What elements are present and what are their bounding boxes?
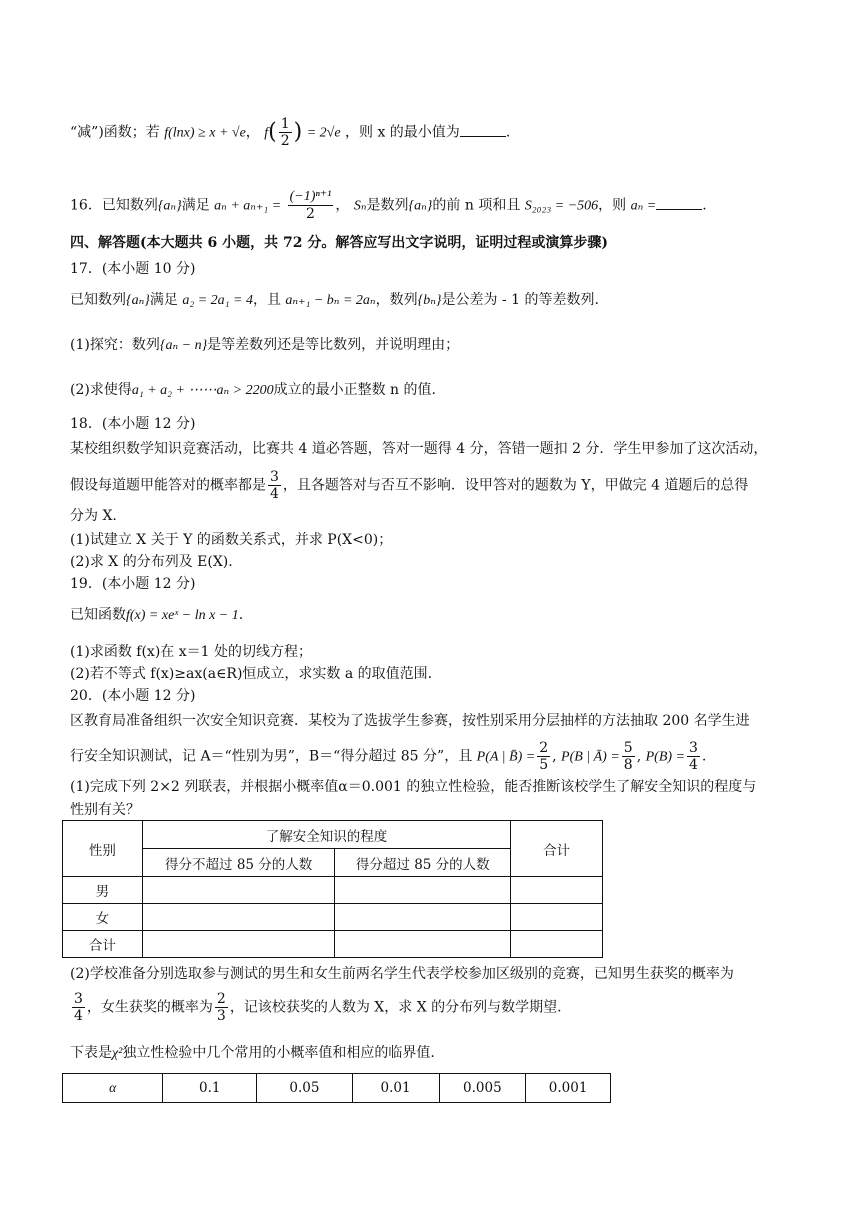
q20-pc-lhs: P(B) = (645, 749, 685, 765)
alpha-header: α (63, 1074, 163, 1103)
q16-end: . (702, 197, 707, 214)
alpha-value: 0.1 (163, 1074, 257, 1103)
q17-stem-e: 是公差为 - 1 的等差数列. (441, 292, 599, 308)
q15-sep: ， (245, 124, 260, 141)
q15-tail-line: “减”)函数；若 f(lnx) ≥ x + √e， f( $\frac{1}{2}$ ) = 2√e ，则 x 的最小值为 . (70, 116, 511, 149)
table-cell[interactable] (335, 877, 511, 904)
q16-frac (288, 190, 334, 221)
q20-p2-mid: ，女生获奖的概率为 (86, 999, 213, 1016)
q16-an: aₙ = (630, 198, 657, 214)
q16-seq: {aₙ} (157, 198, 182, 214)
q20-chi-intro (70, 1043, 435, 1064)
q16-text2: ， (335, 197, 350, 214)
q17-seq-b: {bₙ} (417, 293, 442, 308)
q18-line1: 某校组织数学知识竞赛活动，比赛共 4 道必答题，答对一题得 4 分，答错一题扣 2 分．学生甲参加了这次活动， (70, 441, 768, 457)
table-row-label: 合计 (63, 931, 143, 958)
q17-rel: aₙ₊₁ − bₙ = 2aₙ (285, 293, 376, 308)
q15-frac (279, 117, 292, 148)
q17-p1-a: (1)探究：数列 (70, 337, 160, 353)
q17-part2 (70, 380, 436, 401)
q20-p2-f2-num: 2 (216, 991, 226, 1007)
q15-frac-num: 1 (280, 116, 290, 132)
q18-line3: 分为 X. (70, 508, 117, 524)
alpha-value: 0.01 (352, 1074, 439, 1103)
alpha-value: 0.005 (439, 1074, 526, 1103)
q17-header: 17．(本小题 10 分) (70, 261, 196, 277)
table-row (63, 877, 603, 904)
q17-p2-expr: a₁ + a₂ + ⋯⋯aₙ > 2200 (131, 383, 274, 398)
table-cell[interactable] (335, 931, 511, 958)
q18-line2-b: ，且各题答对与否互不影响．设甲答对的题数为 Y，甲做完 4 道题后的总得 (282, 477, 749, 494)
q17-stem (70, 290, 599, 311)
q18-frac (268, 470, 281, 501)
table-row (63, 931, 603, 958)
q18-frac-den: 4 (270, 486, 279, 502)
q20-pb-den: 8 (623, 757, 633, 773)
q17-p1-b: 是等差数列还是等比数列，并说明理由； (207, 337, 460, 353)
q16-text3: 是数列 (366, 197, 409, 214)
q18-line2 (70, 470, 748, 501)
q20-pb-frac (622, 741, 635, 772)
q15-suffix: ，则 x 的最小值为 (345, 124, 460, 141)
q20-pb-num: 5 (623, 740, 633, 756)
q17-p1-seq: {aₙ − n} (159, 338, 208, 353)
table-header-level: 了解安全知识的程度 (142, 821, 510, 849)
q19-part1: (1)求函数 f(x)在 x＝1 处的切线方程； (70, 644, 312, 660)
q20-pa-frac (537, 741, 550, 772)
q20-line1: 区教育局准备组织一次安全知识竞赛．某校为了选拔学生参赛，按性别采用分层抽样的方法抽取 200 名学生进 (70, 713, 750, 729)
q18-header: 18．(本小题 12 分) (70, 416, 196, 432)
q20-chi-intro-a: 下表是 (70, 1045, 112, 1061)
q15-prefix: “减”)函数；若 (70, 124, 160, 141)
q20-pb-lhs: P(B | Ā) = (561, 749, 620, 765)
table-header-low: 得分不超过 85 分的人数 (142, 849, 335, 877)
q16-answer-blank[interactable] (656, 195, 702, 210)
q20-line2: 行安全知识测试，记 A＝“性别为男”，B＝“得分超过 85 分”，且 P(A | B̄) = $\frac{2}{5}$ , P(B | Ā) = $\frac{5}{8}$ , P(B) = $\frac{3}{4}$ . (70, 740, 707, 773)
q16-sn: Sₙ (353, 198, 367, 214)
q16-s2023: S₂₀₂₃ = −506 (524, 198, 599, 214)
q20-chi: χ² (112, 1046, 123, 1061)
alpha-value: 0.05 (257, 1074, 352, 1103)
q20-p2-f2-den: 3 (216, 1008, 226, 1024)
table-cell[interactable] (142, 877, 335, 904)
table-header-gender: 性别 (63, 821, 143, 877)
table-row (63, 1074, 611, 1103)
q19-stem-a: 已知函数 (70, 607, 126, 623)
q17-p2-a: (2)求使得 (70, 382, 132, 398)
q19-func: f(x) = xeˣ − ln x − 1 (126, 608, 239, 623)
q20-p1-line1: (1)完成下列 2×2 列联表，并根据小概率值α＝0.001 的独立性检验，能否推断该校学生了解安全知识的程度与 (70, 779, 757, 795)
q20-chi-intro-b: 独立性检验中几个常用的小概率值和相应的临界值. (122, 1045, 435, 1061)
q18-part2: (2)求 X 的分布列及 E(X). (70, 554, 233, 570)
q17-part1 (70, 335, 459, 356)
q17-stem-d: ，数列 (375, 292, 418, 308)
q20-p2-f1-den: 4 (74, 1008, 83, 1024)
q16-line (70, 190, 707, 221)
contingency-table (62, 820, 603, 958)
q16-frac-den: 2 (306, 206, 315, 222)
q16-text4: 的前 n 项和且 (432, 197, 521, 214)
q15-cond2-rhs: = 2√e (306, 125, 341, 141)
table-cell[interactable] (511, 877, 603, 904)
table-cell[interactable] (142, 904, 335, 931)
q20-p2-frac1 (72, 992, 85, 1023)
q20-pc-num: 3 (689, 740, 698, 756)
table-cell[interactable] (511, 931, 603, 958)
q20-p2-end: ，记该校获奖的人数为 X，求 X 的分布列与数学期望. (229, 999, 562, 1016)
q17-seq-a: {aₙ} (126, 293, 150, 308)
q16-text5: ，则 (598, 197, 627, 214)
q17-stem-a: 已知数列 (70, 292, 126, 308)
table-row-label: 女 (63, 904, 143, 931)
q20-pa-num: 2 (539, 740, 549, 756)
q20-p2-line1: (2)学校准备分别选取参与测试的男生和女生前两名学生代表学校参加区级别的竞赛，已知男生获奖的概率为 (70, 966, 734, 982)
q19-stem (70, 605, 243, 626)
q19-header: 19．(本小题 12 分) (70, 576, 196, 592)
q18-frac-num: 3 (270, 469, 279, 485)
q15-cond2-lhs: f (264, 125, 269, 141)
q18-line2-a: 假设每道题甲能答对的概率都是 (70, 477, 266, 494)
table-cell[interactable] (142, 931, 335, 958)
q20-header: 20．(本小题 12 分) (70, 688, 196, 704)
q20-p1-line2: 性别有关？ (70, 802, 140, 818)
q19-part2: (2)若不等式 f(x)≥ax(a∈R)恒成立，求实数 a 的取值范围. (70, 666, 433, 682)
table-row-label: 男 (63, 877, 143, 904)
q20-pc-den: 4 (689, 757, 698, 773)
q15-end: . (505, 124, 511, 141)
alpha-value: 0.001 (526, 1074, 611, 1103)
q16-number: 16．已知数列 (70, 197, 158, 214)
table-row (63, 904, 603, 931)
q20-pc-frac (687, 741, 700, 772)
table-header-total: 合计 (511, 821, 603, 877)
q15-frac-den: 2 (280, 133, 290, 149)
q20-pa-den: 5 (539, 757, 549, 773)
q20-pa-lhs: P(A | B̄) = (476, 749, 536, 765)
q20-p2-line2 (70, 992, 562, 1023)
table-header-high: 得分超过 85 分的人数 (335, 849, 511, 877)
q20-p2-f1-num: 3 (74, 991, 83, 1007)
q20-p2-frac2 (215, 992, 228, 1023)
q16-frac-num: (−1)ⁿ⁺¹ (289, 189, 332, 204)
q16-lhs: aₙ + aₙ₊₁ = (214, 198, 282, 214)
q15-cond1: f(lnx) ≥ x + √e (164, 125, 246, 141)
q16-text1: 满足 (181, 197, 210, 214)
q16-seq2: {aₙ} (408, 198, 433, 214)
table-cell[interactable] (335, 904, 511, 931)
q17-stem-c: ，且 (252, 292, 281, 308)
q17-stem-b: 满足 (149, 292, 178, 308)
q15-answer-blank[interactable] (460, 122, 506, 137)
table-cell[interactable] (511, 904, 603, 931)
q19-stem-b: . (238, 607, 244, 623)
alpha-table (62, 1073, 611, 1103)
q17-cond: a₂ = 2a₁ = 4 (182, 293, 253, 308)
section4-heading: 四、解答题(本大题共 6 小题，共 72 分。解答应写出文字说明，证明过程或演算步骤) (70, 235, 608, 251)
q17-p2-b: 成立的最小正整数 n 的值. (273, 382, 436, 398)
q20-line2-a: 行安全知识测试，记 A＝“性别为男”，B＝“得分超过 85 分”，且 (70, 748, 473, 765)
q18-part1: (1)试建立 X 关于 Y 的函数关系式，并求 P(X<0)； (70, 532, 393, 548)
